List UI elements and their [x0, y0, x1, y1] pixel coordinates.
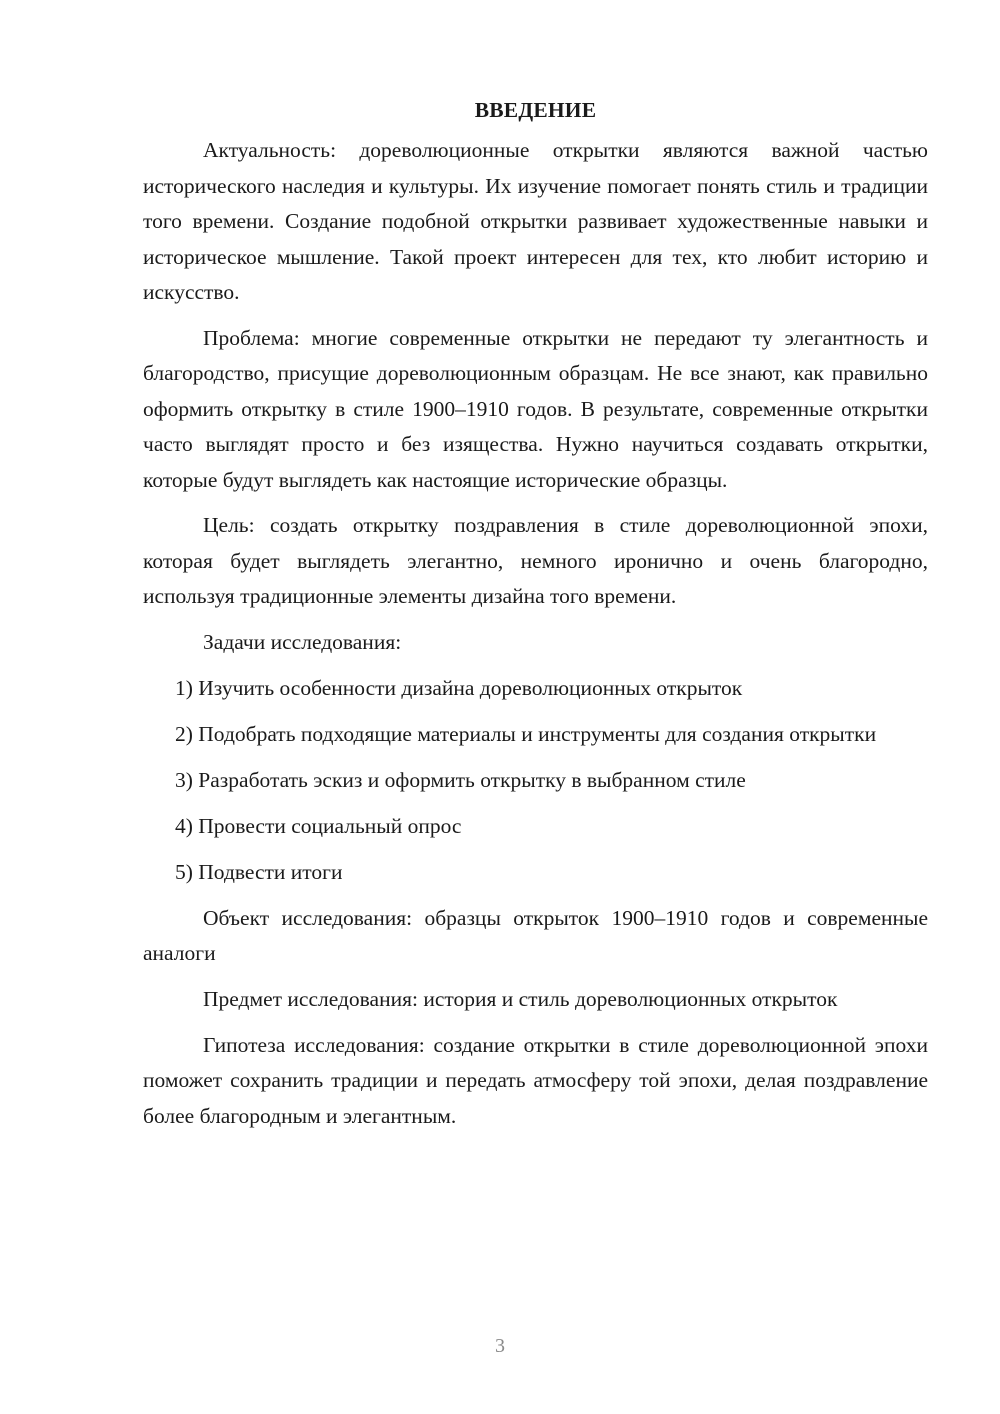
goal-paragraph: Цель: создать открытку поздравления в стиле дореволюционной эпохи, которая будет выглядеть элегантно, немного иронично и очень благородно, используя традиционные элементы дизайна того времени.	[143, 513, 928, 609]
problem-paragraph: Проблема: многие современные открытки не передают ту элегантность и благородство, присущие дореволюционным образцам. Не все знают, как правильно оформить открытку в стиле 1900–1910 годов. В результате, современные открытки часто выглядят просто и без изящества. Нужно научиться создавать открытки, которые будут выглядеть как настоящие исторические образцы.	[143, 325, 928, 492]
subject-paragraph: Предмет исследования: история и стиль дореволюционных открыток	[203, 986, 838, 1011]
task-item: 2) Подобрать подходящие материалы и инструменты для создания открытки	[175, 722, 877, 746]
relevance-paragraph: Актуальность: дореволюционные открытки являются важной частью исторического наследия и культуры. Их изучение помогает понять стиль и традиции того времени. Создание подобной открытки развивает художественные навыки и историческое мышление. Такой проект интересен для тех, кто любит историю и искусство.	[143, 138, 928, 305]
task-item: 4) Провести социальный опрос	[175, 813, 462, 838]
page-number: 3	[495, 1335, 505, 1357]
tasks-list	[143, 671, 928, 890]
page-content	[143, 93, 928, 1145]
hypothesis-paragraph: Гипотеза исследования: создание открытки в стиле дореволюционной эпохи поможет сохранить традиции и передать атмосферу той эпохи, делая поздравление более благородным и элегантным.	[143, 1032, 928, 1128]
object-paragraph: Объект исследования: образцы открыток 1900–1910 годов и современные аналоги	[143, 905, 928, 966]
task-item: 5) Подвести итоги	[175, 859, 343, 884]
tasks-heading: Задачи исследования:	[203, 630, 402, 655]
task-item: 1) Изучить особенности дизайна дореволюционных открыток	[175, 676, 743, 701]
section-heading: ВВЕДЕНИЕ	[474, 98, 597, 122]
task-item: 3) Разработать эскиз и оформить открытку в выбранном стиле	[175, 767, 746, 792]
